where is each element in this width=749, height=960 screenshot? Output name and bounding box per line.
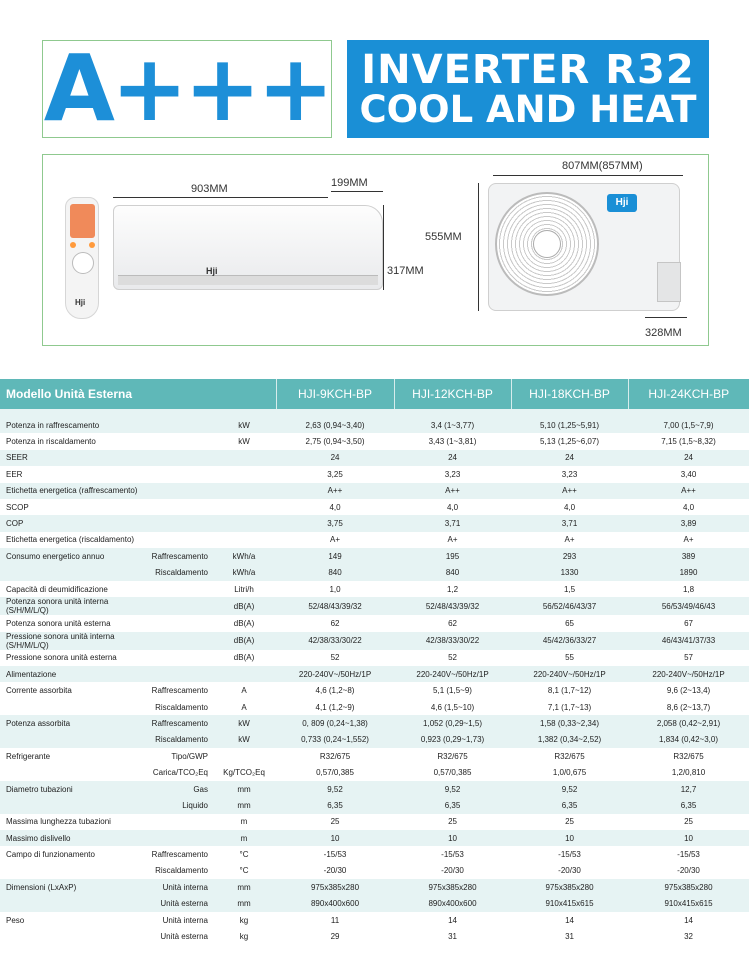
spec-value: 1,2/0,810 (671, 768, 706, 778)
outdoor-logo: Hji (607, 194, 637, 212)
spec-name: COP (0, 515, 140, 531)
spec-name (0, 732, 140, 748)
spec-value: 0,923 (0,29~1,73) (394, 732, 511, 748)
spec-value: 9,52 (276, 781, 394, 797)
remote-logo: Hji (75, 298, 86, 307)
spec-value: 389 (628, 548, 749, 564)
spec-name (0, 699, 140, 715)
model-column-header: HJI-18KCH-BP (511, 379, 628, 409)
spec-subcategory: Raffrescamento (140, 715, 212, 731)
spec-unit: kWh/a (212, 565, 276, 581)
spec-value: 45/42/36/33/27 (511, 632, 628, 650)
table-row (0, 879, 749, 895)
spec-unit: m (240, 817, 248, 827)
spec-value: 1,8 (682, 584, 695, 594)
spec-unit: dB(A) (212, 597, 276, 615)
product-dimensions-panel (42, 154, 709, 346)
spec-value: 7,1 (1,7~13) (547, 702, 592, 712)
spec-value: 25 (330, 817, 340, 827)
spec-value: 840 (276, 565, 394, 581)
table-row (0, 632, 749, 650)
spec-value: 62 (448, 618, 457, 628)
outdoor-unit-image (488, 183, 680, 311)
spec-value: 3,75 (276, 515, 394, 531)
spec-name: Refrigerante (6, 751, 51, 761)
table-row (0, 597, 749, 615)
spec-subcategory: Unità interna (140, 879, 212, 895)
spec-value: -20/30 (558, 866, 581, 876)
model-column-header: HJI-24KCH-BP (628, 379, 749, 409)
remote-control-image (65, 197, 99, 319)
spec-value: 10 (394, 830, 511, 846)
table-row (0, 565, 749, 581)
table-row (0, 928, 749, 944)
spec-value: 4,6 (1,2~8) (315, 686, 355, 696)
spec-value: 24 (394, 450, 511, 466)
spec-value: 220-240V~/50Hz/1P (394, 666, 511, 682)
spec-subcategory: Riscaldamento (155, 702, 208, 712)
spec-name: Etichetta energetica (raffrescamento) (0, 483, 140, 499)
spec-value: 4,6 (1,5~10) (430, 702, 475, 712)
spec-value: 0,57/0,385 (316, 768, 354, 778)
spec-value: 11 (330, 915, 340, 925)
spec-value: 3,89 (628, 515, 749, 531)
spec-value: 25 (684, 817, 693, 827)
spec-table-header (0, 379, 749, 409)
spec-unit: mm (212, 797, 276, 813)
spec-name: Pressione sonora unità esterna (6, 653, 117, 663)
spec-value: 1,382 (0,34~2,52) (511, 732, 628, 748)
spec-value: 5,13 (1,25~6,07) (540, 437, 599, 447)
spec-value: A++ (394, 483, 511, 499)
spec-unit (212, 532, 276, 548)
model-column-header: HJI-12KCH-BP (394, 379, 511, 409)
outdoor-width-label: 807MM(857MM) (562, 160, 643, 172)
spec-unit (212, 483, 276, 499)
spec-value: A+ (564, 535, 575, 545)
spec-value: R32/675 (554, 751, 585, 761)
spec-subcategory (140, 483, 212, 499)
table-row (0, 499, 749, 515)
spec-value: -15/53 (558, 850, 581, 860)
spec-subcategory: Riscaldamento (140, 565, 212, 581)
outdoor-height-line (478, 183, 479, 311)
spec-value: 56/53/49/46/43 (628, 597, 749, 615)
spacer-row (0, 409, 749, 417)
spec-value: 24 (628, 450, 749, 466)
spec-value: A++ (628, 483, 749, 499)
spec-unit (212, 666, 276, 682)
spec-value: 1890 (628, 565, 749, 581)
spec-value: 1,0 (329, 584, 341, 594)
spec-unit: m (212, 830, 276, 846)
table-row (0, 748, 749, 764)
table-row (0, 666, 749, 682)
spec-subcategory (140, 615, 212, 631)
spec-name: Alimentazione (0, 666, 140, 682)
spec-value: 890x400x600 (394, 896, 511, 912)
spec-value: 975x385x280 (394, 879, 511, 895)
spec-value: 46/43/41/37/33 (628, 632, 749, 650)
model-column-header: HJI-9KCH-BP (276, 379, 394, 409)
spec-unit: mm (212, 896, 276, 912)
spec-value: 3,4 (1~3,77) (394, 417, 511, 433)
spec-name: Potenza in raffrescamento (0, 417, 140, 433)
spec-unit: A (241, 686, 247, 696)
spec-unit: °C (239, 866, 249, 876)
spec-name: Campo di funzionamento (6, 850, 95, 860)
spec-value: 0,733 (0,24~1,552) (276, 732, 394, 748)
spec-subcategory: Carica/TCO₂Eq (152, 768, 208, 778)
spec-value: 6,35 (276, 797, 394, 813)
table-row (0, 615, 749, 631)
spec-subcategory: Raffrescamento (151, 686, 208, 696)
spec-value: 14 (684, 915, 693, 925)
spec-name: Pressione sonora unità interna (S/H/M/L/Q) (0, 632, 140, 650)
spec-value: 4,0 (446, 502, 459, 512)
outdoor-fan-image (495, 192, 599, 296)
spec-unit: mm (212, 781, 276, 797)
outdoor-depth-line (645, 317, 687, 318)
spec-name (0, 764, 140, 780)
title-banner (347, 40, 709, 138)
spec-value: 8,1 (1,7~12) (547, 686, 592, 696)
header (42, 35, 709, 142)
spec-value: 6,35 (511, 797, 628, 813)
spec-value: 14 (448, 915, 457, 925)
spec-value: 65 (565, 618, 574, 628)
spec-unit: kW (212, 732, 276, 748)
spec-value: 24 (276, 450, 394, 466)
spec-value: R32/675 (319, 751, 351, 761)
outdoor-valve-cover (657, 262, 681, 302)
table-row (0, 715, 749, 731)
spec-value: 14 (565, 915, 574, 925)
spec-value: 975x385x280 (628, 879, 749, 895)
table-row (0, 896, 749, 912)
table-row (0, 764, 749, 780)
spec-name: Consumo energetico annuo (0, 548, 140, 564)
spec-value: 840 (394, 565, 511, 581)
spec-value: 52/48/43/39/32 (276, 597, 394, 615)
spec-value: 975x385x280 (276, 879, 394, 895)
spec-value: 4,0 (563, 502, 576, 512)
spec-value: 0,57/0,385 (433, 768, 472, 778)
spec-name: Potenza in riscaldamento (6, 437, 96, 447)
spec-value: 25 (565, 817, 574, 827)
spec-unit (212, 466, 276, 482)
spec-value: 2,058 (0,42~2,91) (628, 715, 749, 731)
spec-value: 7,15 (1,5~8,32) (661, 437, 716, 447)
spec-value: 293 (511, 548, 628, 564)
indoor-width-line (113, 197, 328, 198)
spec-subcategory (140, 515, 212, 531)
spec-unit: kWh/a (212, 548, 276, 564)
spec-name: Potenza sonora unità esterna (6, 618, 111, 628)
spec-value: -15/53 (323, 850, 347, 860)
spec-value: 1330 (511, 565, 628, 581)
spec-subcategory: Unità interna (162, 915, 208, 925)
spec-value: 55 (565, 653, 574, 663)
spec-subcategory (140, 666, 212, 682)
spec-value: R32/675 (673, 751, 704, 761)
spec-unit (212, 515, 276, 531)
table-row (0, 515, 749, 531)
indoor-width-label: 903MM (191, 183, 228, 195)
outdoor-height-label: 555MM (425, 231, 462, 243)
spec-value: 1,58 (0,33~2,34) (511, 715, 628, 731)
spec-value: 10 (628, 830, 749, 846)
spec-name (0, 928, 140, 944)
spec-value: 3,43 (1~3,81) (428, 437, 477, 447)
spec-value: 3,40 (680, 469, 697, 479)
spec-unit: °C (239, 850, 249, 860)
spec-value: 4,1 (1,2~9) (315, 702, 355, 712)
spec-subcategory: Unità esterna (140, 896, 212, 912)
spec-subcategory (140, 450, 212, 466)
remote-button (89, 242, 95, 248)
fan-hub (533, 230, 561, 258)
spec-value: 5,10 (1,25~5,91) (511, 417, 628, 433)
spec-subcategory: Tipo/GWP (171, 751, 208, 761)
spec-name: Massimo dislivello (0, 830, 140, 846)
indoor-height-line (383, 205, 384, 290)
spec-value: R32/675 (437, 751, 468, 761)
indoor-depth-line (331, 191, 383, 192)
spec-value: A++ (276, 483, 394, 499)
table-row (0, 797, 749, 813)
spec-subcategory: Raffrescamento (151, 850, 208, 860)
spec-unit: dB(A) (212, 632, 276, 650)
model-header: Modello Unità Esterna (0, 379, 276, 409)
spec-unit: Litri/h (234, 584, 254, 594)
spec-unit: dB(A) (233, 618, 255, 628)
spec-value: 220-240V~/50Hz/1P (511, 666, 628, 682)
remote-dpad (72, 252, 94, 274)
spec-subcategory: Gas (140, 781, 212, 797)
spec-value: 32 (684, 932, 693, 942)
outdoor-width-line (493, 175, 683, 176)
spec-value: 42/38/33/30/22 (394, 632, 511, 650)
spec-subcategory (140, 814, 212, 830)
spec-value: 12,7 (628, 781, 749, 797)
spec-unit: A (241, 702, 247, 712)
spec-value: 1,0/0,675 (552, 768, 587, 778)
spec-value: 220-240V~/50Hz/1P (276, 666, 394, 682)
spec-value: -20/30 (323, 866, 347, 876)
spec-value: 1,5 (563, 584, 576, 594)
spec-name: Diametro tubazioni (0, 781, 140, 797)
spec-value: 910x415x615 (511, 896, 628, 912)
table-row (0, 912, 749, 928)
spec-value: 42/38/33/30/22 (276, 632, 394, 650)
spec-value: 2,63 (0,94~3,40) (276, 417, 394, 433)
spec-value: 4,0 (329, 502, 341, 512)
spec-value: A++ (511, 483, 628, 499)
spec-value: 9,52 (511, 781, 628, 797)
spec-value: 1,834 (0,42~3,0) (628, 732, 749, 748)
spec-unit (212, 499, 276, 515)
indoor-height-label: 317MM (387, 265, 424, 277)
spec-unit (212, 748, 276, 764)
spec-unit: kW (238, 437, 250, 447)
table-row (0, 846, 749, 862)
spec-subcategory (140, 581, 212, 597)
table-row (0, 466, 749, 482)
spec-subcategory: Raffrescamento (140, 548, 212, 564)
spec-name (0, 896, 140, 912)
spec-value: 31 (565, 932, 574, 942)
table-row (0, 732, 749, 748)
spec-table-wrapper (0, 379, 749, 945)
spec-value: 52/48/43/39/32 (394, 597, 511, 615)
spec-value: -20/30 (441, 866, 464, 876)
spec-value: 1,052 (0,29~1,5) (394, 715, 511, 731)
spec-subcategory (140, 632, 212, 650)
spec-value: 3,71 (394, 515, 511, 531)
table-row (0, 581, 749, 597)
spec-subcategory: Unità esterna (160, 932, 208, 942)
spec-subcategory (140, 532, 212, 548)
spec-unit: kg (239, 915, 249, 925)
spec-value: 10 (511, 830, 628, 846)
spec-value: 24 (511, 450, 628, 466)
spec-value: 5,1 (1,5~9) (433, 686, 472, 696)
spec-name: Potenza sonora unità interna (S/H/M/L/Q) (0, 597, 140, 615)
spec-value: 56/52/46/43/37 (511, 597, 628, 615)
spec-table (0, 379, 749, 945)
spec-value: 6,35 (394, 797, 511, 813)
spec-value: 975x385x280 (511, 879, 628, 895)
spec-value: 1,2 (446, 584, 459, 594)
spec-value: 0, 809 (0,24~1,38) (276, 715, 394, 731)
table-row (0, 781, 749, 797)
spec-name: Peso (6, 915, 25, 925)
spec-unit: Kg/TCO₂Eq (223, 768, 265, 778)
table-row (0, 433, 749, 449)
spec-value: 4,0 (682, 502, 695, 512)
spec-value: 29 (330, 932, 340, 942)
spec-value: 8,6 (2~13,7) (666, 702, 711, 712)
spec-value: 62 (330, 618, 340, 628)
remote-screen (70, 204, 95, 238)
spec-value: 3,23 (561, 469, 578, 479)
spec-value: 25 (448, 817, 457, 827)
table-row (0, 650, 749, 666)
spec-unit (212, 450, 276, 466)
spec-value: 220-240V~/50Hz/1P (628, 666, 749, 682)
spec-value: 52 (330, 653, 340, 663)
outdoor-depth-label: 328MM (645, 327, 682, 339)
banner-line-1: INVERTER R32 (361, 46, 695, 93)
spec-subcategory (140, 650, 212, 666)
spec-value: 9,52 (394, 781, 511, 797)
spec-name: SEER (0, 450, 140, 466)
table-row (0, 417, 749, 433)
table-row (0, 483, 749, 499)
spec-name: Capacità di deumidificazione (6, 584, 108, 594)
spec-name: SCOP (6, 502, 29, 512)
remote-button (70, 242, 76, 248)
indoor-vent (118, 275, 378, 285)
spec-name: Potenza assorbita (0, 715, 140, 731)
spec-value: 57 (684, 653, 693, 663)
spec-subcategory: Riscaldamento (140, 732, 212, 748)
spec-value: 890x400x600 (276, 896, 394, 912)
table-row (0, 863, 749, 879)
spec-subcategory (140, 597, 212, 615)
spec-value: 9,6 (2~13,4) (666, 686, 711, 696)
energy-rating-box (42, 35, 332, 142)
spec-unit: kW (212, 715, 276, 731)
spec-value: A+ (683, 535, 694, 545)
spec-subcategory (140, 433, 212, 449)
banner-line-2: COOL AND HEAT (359, 87, 697, 131)
spec-unit: mm (212, 879, 276, 895)
spec-value: 910x415x615 (628, 896, 749, 912)
spec-subcategory (140, 466, 212, 482)
spec-unit: dB(A) (233, 653, 255, 663)
spec-value: 31 (448, 932, 457, 942)
spec-value: 7,00 (1,5~7,9) (628, 417, 749, 433)
spec-name (0, 863, 140, 879)
table-row (0, 450, 749, 466)
spec-value: 6,35 (628, 797, 749, 813)
spec-name: Dimensioni (LxAxP) (0, 879, 140, 895)
spec-name: EER (6, 469, 23, 479)
spec-value: 10 (276, 830, 394, 846)
spec-value: 149 (276, 548, 394, 564)
spec-subcategory (140, 499, 212, 515)
spec-name (0, 565, 140, 581)
spec-name: Etichetta energetica (riscaldamento) (6, 535, 135, 545)
spec-value: 3,71 (511, 515, 628, 531)
table-row (0, 814, 749, 830)
indoor-logo: Hji (206, 266, 218, 276)
spec-value: A+ (330, 535, 341, 545)
spec-value: 3,23 (444, 469, 461, 479)
spec-subcategory: Riscaldamento (155, 866, 208, 876)
spec-value: 195 (394, 548, 511, 564)
spec-name: Massima lunghezza tubazioni (6, 817, 111, 827)
indoor-depth-label: 199MM (331, 177, 368, 189)
spec-value: -15/53 (441, 850, 464, 860)
spec-value: -20/30 (677, 866, 700, 876)
indoor-unit-image (113, 205, 383, 290)
spec-subcategory (140, 830, 212, 846)
table-row (0, 682, 749, 698)
spec-unit: kg (239, 932, 249, 942)
spec-unit: kW (212, 417, 276, 433)
spec-value: 52 (448, 653, 457, 663)
spec-value: 67 (684, 618, 693, 628)
spec-subcategory: Liquido (140, 797, 212, 813)
spec-value: 3,25 (327, 469, 343, 479)
spec-value: -15/53 (677, 850, 700, 860)
spec-name (0, 797, 140, 813)
spec-value: A+ (447, 535, 458, 545)
spec-name: Corrente assorbita (6, 686, 72, 696)
table-row (0, 830, 749, 846)
spec-subcategory (140, 417, 212, 433)
spec-value: 2,75 (0,94~3,50) (305, 437, 365, 447)
table-row (0, 532, 749, 548)
table-row (0, 699, 749, 715)
table-row (0, 548, 749, 564)
energy-rating: A+++ (43, 35, 331, 142)
